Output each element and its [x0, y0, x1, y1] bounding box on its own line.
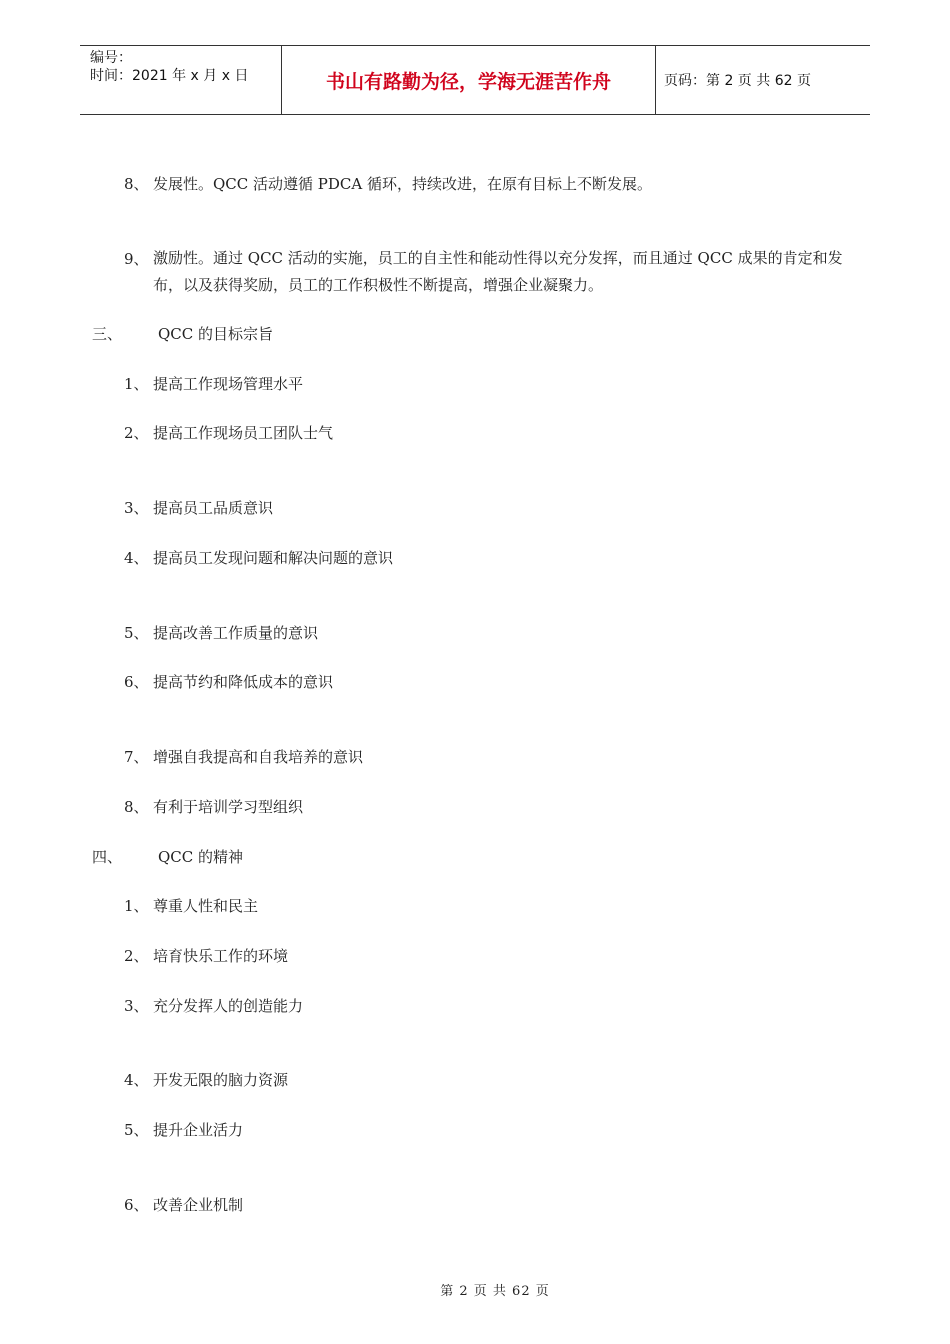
page-footer: 第 2 页 共 62 页: [440, 1284, 550, 1299]
list-item-text: 提高改善工作质量的意识: [153, 624, 319, 642]
header-motto: 书山有路勤为径，学海无涯苦作舟: [325, 70, 611, 93]
list-item-number: 8、: [124, 175, 149, 193]
list-item-text: 提升企业活力: [153, 1121, 244, 1139]
list-item-number: 7、: [124, 748, 149, 766]
doc-time-label: 时间：2021 年 x 月 x 日: [90, 68, 249, 84]
list-item-number: 5、: [124, 1121, 149, 1139]
list-item-text: 培育快乐工作的环境: [153, 947, 289, 965]
list-item-text: 提高员工发现问题和解决问题的意识: [153, 549, 394, 567]
list-item-number: 6、: [124, 1196, 149, 1214]
section-number: 三、: [92, 325, 123, 343]
section-title: QCC 的精神: [158, 848, 244, 866]
list-item-text: 改善企业机制: [153, 1196, 244, 1214]
list-item-text: 提高工作现场员工团队士气: [153, 424, 334, 442]
header-divider: [655, 46, 656, 114]
list-item-text: 激励性。通过 QCC 活动的实施，员工的自主性和能动性得以充分发挥，而且通过 QCC 成果的肯定和发布，以及获得奖励，员工的工作积极性不断提高，增强企业凝聚力。: [153, 249, 843, 294]
section-title: QCC 的目标宗旨: [158, 325, 274, 343]
list-item-number: 5、: [124, 624, 149, 642]
list-item-number: 6、: [124, 673, 149, 691]
list-item-number: 8、: [124, 798, 149, 816]
list-item-text: 充分发挥人的创造能力: [153, 997, 304, 1015]
list-item-text: 开发无限的脑力资源: [153, 1071, 289, 1089]
list-item-text: 尊重人性和民主: [153, 897, 259, 915]
list-item-text: 提高节约和降低成本的意识: [153, 673, 334, 691]
doc-number-label: 编号：: [90, 50, 132, 66]
list-item-text: 发展性。QCC 活动遵循 PDCA 循环，持续改进，在原有目标上不断发展。: [153, 175, 652, 193]
list-item-number: 9、: [124, 250, 149, 268]
list-item-number: 4、: [124, 549, 149, 567]
list-item-text: 增强自我提高和自我培养的意识: [153, 748, 364, 766]
list-item-number: 4、: [124, 1071, 149, 1089]
list-item-number: 1、: [124, 375, 149, 393]
list-item-number: 3、: [124, 499, 149, 517]
list-item-number: 1、: [124, 897, 149, 915]
section-number: 四、: [92, 848, 123, 866]
list-item-text: 提高员工品质意识: [153, 499, 274, 517]
list-item-number: 2、: [124, 947, 149, 965]
list-item-text: 有利于培训学习型组织: [153, 798, 304, 816]
list-item-number: 2、: [124, 424, 149, 442]
list-item-number: 3、: [124, 997, 149, 1015]
page-header: [80, 45, 870, 115]
header-page-label: 页码：第 2 页 共 62 页: [664, 73, 811, 89]
header-meta: [90, 49, 248, 85]
list-item-text: 提高工作现场管理水平: [153, 375, 304, 393]
